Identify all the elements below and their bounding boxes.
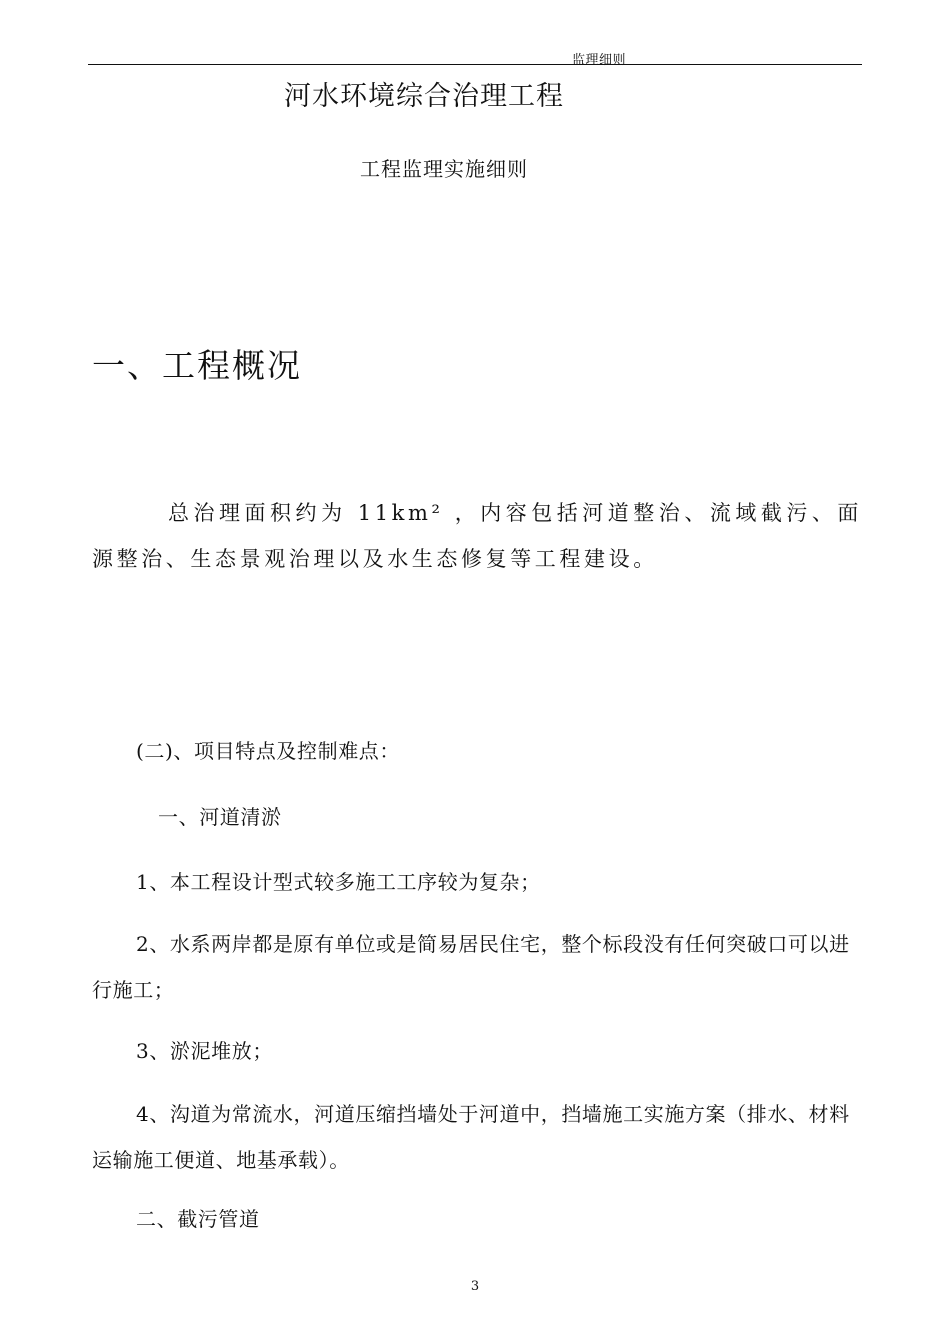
header-divider — [88, 64, 862, 65]
list-heading-dredging: 一、河道清淤 — [158, 805, 282, 829]
intro-paragraph: 总治理面积约为 11km² ，内容包括河道整治、流域截污、面源整治、生态景观治理以及水生态修复等工程建设。 — [92, 501, 862, 571]
document-subtitle: 工程监理实施细则 — [360, 157, 528, 181]
list-item: 4、沟道为常流水，河道压缩挡墙处于河道中，挡墙施工实施方案（排水、材料运输施工便道、地基承载）。 — [92, 1102, 850, 1172]
list-item: 1、本工程设计型式较多施工工序较为复杂； — [136, 870, 541, 894]
subsection-heading: (二)、项目特点及控制难点： — [136, 739, 401, 763]
list-heading-sewer: 二、截污管道 — [136, 1207, 260, 1231]
document-title: 河水环境综合治理工程 — [284, 81, 564, 112]
running-header: 监理细则 — [572, 53, 627, 68]
list-item: 2、水系两岸都是原有单位或是简易居民住宅，整个标段没有任何突破口可以进行施工； — [92, 932, 850, 1002]
list-item: 3、淤泥堆放； — [136, 1039, 273, 1063]
section-heading: 一、工程概况 — [92, 346, 302, 385]
page-number: 3 — [470, 1279, 480, 1294]
